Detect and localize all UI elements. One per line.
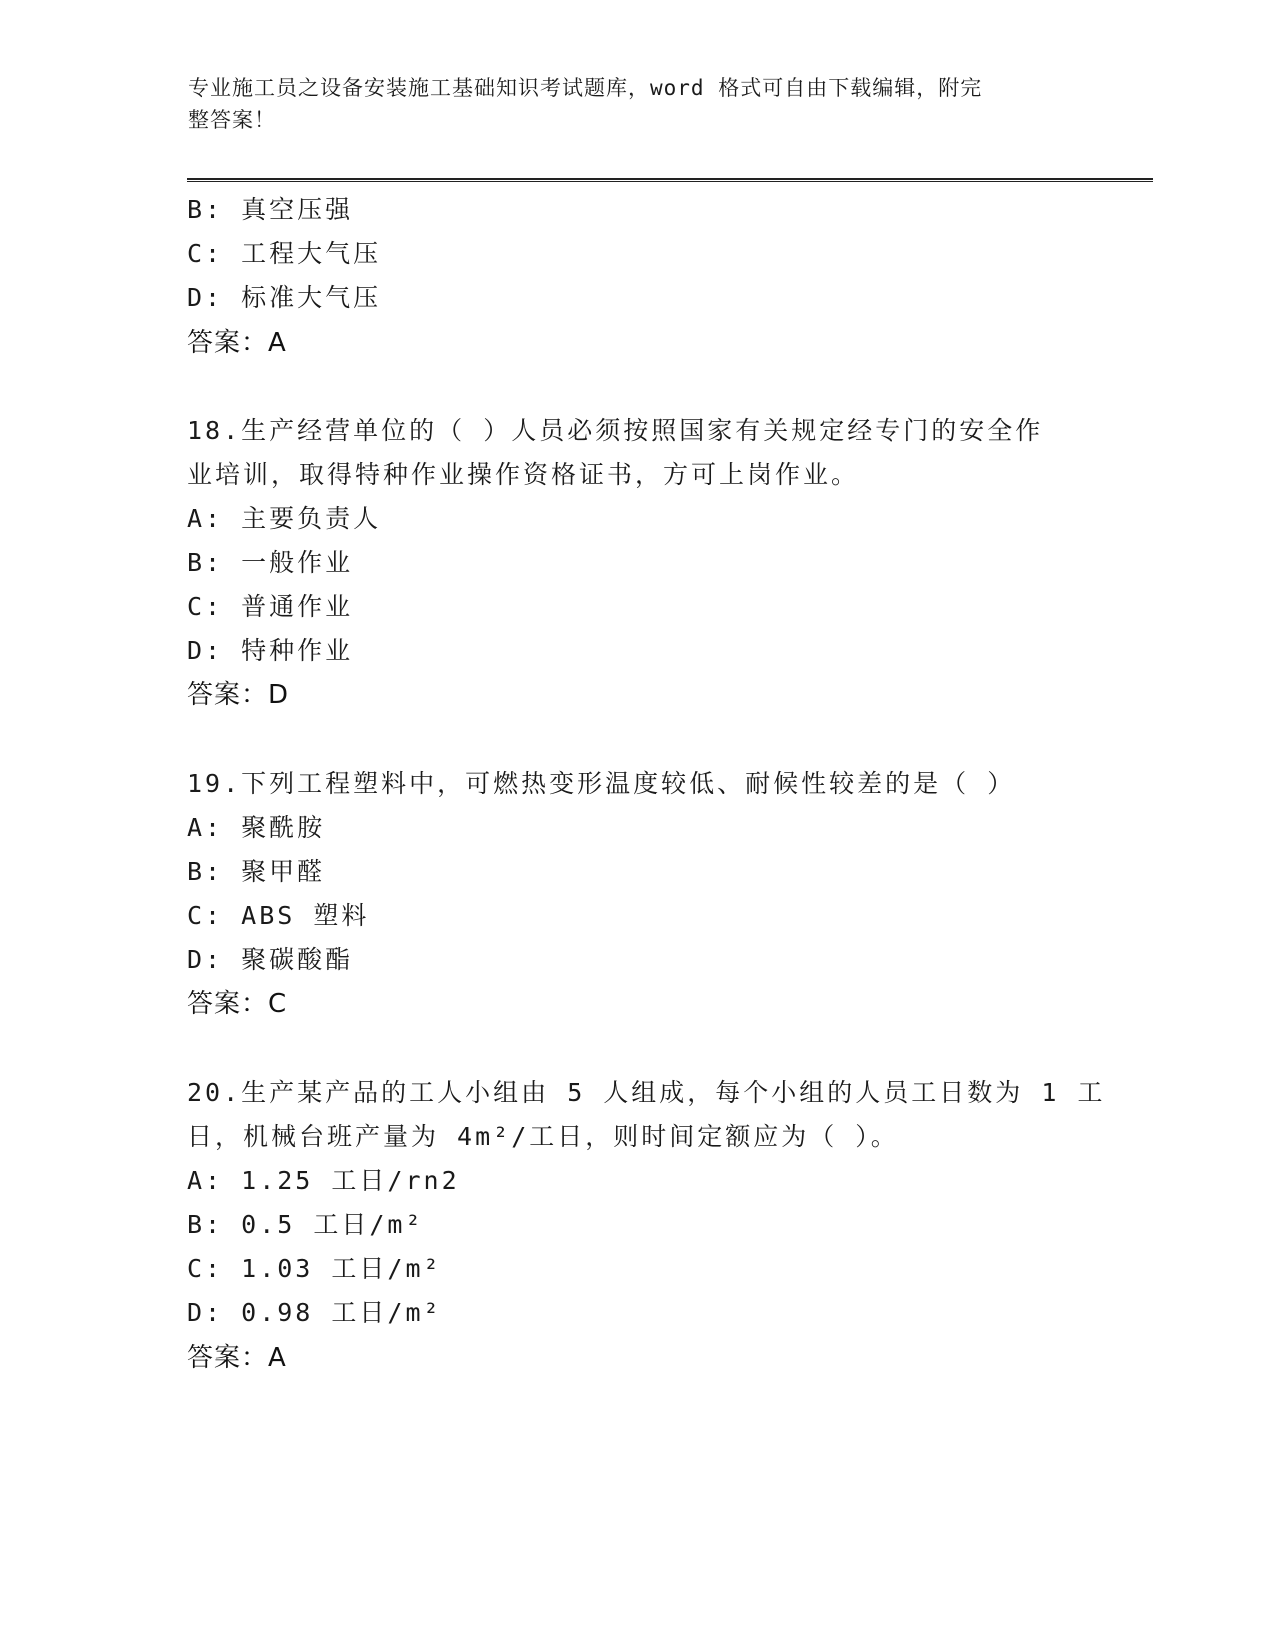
prev-option-c: C: 工程大气压	[187, 239, 382, 268]
q18-option-d: D: 特种作业	[187, 636, 354, 665]
q19-option-c: C: ABS 塑料	[187, 901, 370, 930]
q18-option-b: B: 一般作业	[187, 548, 354, 577]
q20-option-c: C: 1.03 工日/m²	[187, 1254, 442, 1283]
q20-answer: 答案：A	[187, 1343, 287, 1373]
q19-option-d: D: 聚碳酸酯	[187, 945, 354, 974]
prev-option-b: B: 真空压强	[187, 195, 354, 224]
q19-option-a: A: 聚酰胺	[187, 813, 326, 842]
q18-answer: 答案：D	[187, 680, 290, 710]
header-line-1: 专业施工员之设备安装施工基础知识考试题库，word 格式可自由下载编辑，附完	[188, 76, 983, 100]
q18-option-a: A: 主要负责人	[187, 504, 382, 533]
q20-stem-line-2: 日，机械台班产量为 4m²/工日，则时间定额应为（ ）。	[187, 1122, 899, 1151]
q19-answer: 答案：C	[187, 989, 288, 1019]
header-line-2: 整答案！	[188, 108, 276, 132]
q18-stem-line-2: 业培训，取得特种作业操作资格证书，方可上岗作业。	[187, 460, 860, 489]
q20-option-d: D: 0.98 工日/m²	[187, 1298, 442, 1327]
q18-stem-line-1: 18.生产经营单位的（ ）人员必须按照国家有关规定经专门的安全作	[187, 416, 1044, 445]
header-divider	[187, 178, 1153, 182]
prev-answer: 答案：A	[187, 328, 287, 358]
q19-option-b: B: 聚甲醛	[187, 857, 326, 886]
q20-option-b: B: 0.5 工日/m²	[187, 1210, 424, 1239]
document-header	[188, 72, 1068, 136]
q18-option-c: C: 普通作业	[187, 592, 354, 621]
q19-stem-line-1: 19.下列工程塑料中，可燃热变形温度较低、耐候性较差的是（ ）	[187, 769, 1016, 798]
prev-option-d: D: 标准大气压	[187, 283, 382, 312]
q20-option-a: A: 1.25 工日/rn2	[187, 1166, 460, 1195]
q20-stem-line-1: 20.生产某产品的工人小组由 5 人组成，每个小组的人员工日数为 1 工	[187, 1078, 1106, 1107]
